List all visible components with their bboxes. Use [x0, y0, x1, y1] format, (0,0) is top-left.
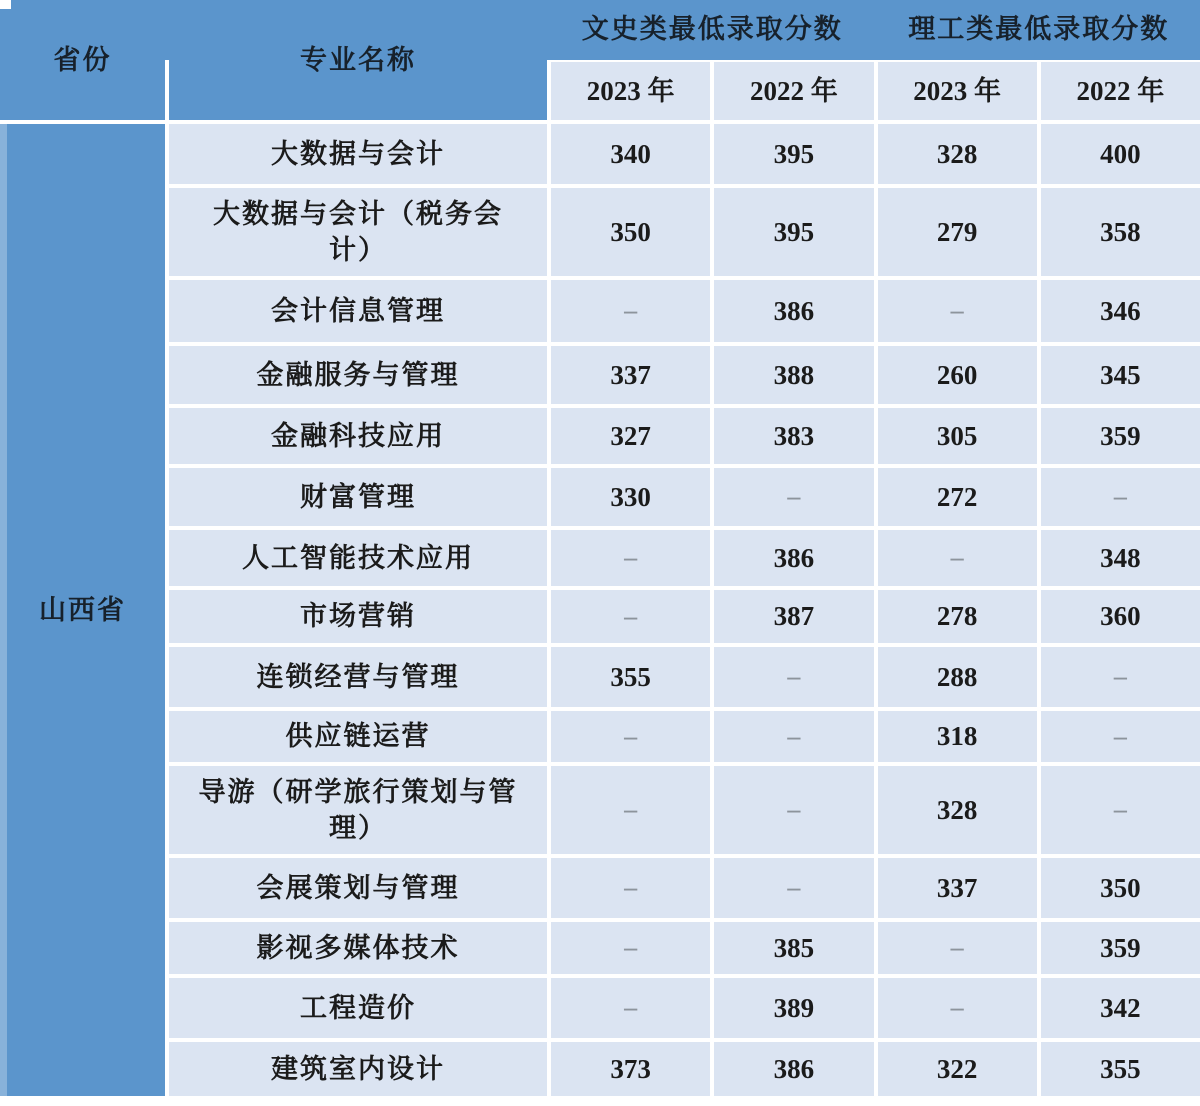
major-column-header: 专业名称: [169, 0, 547, 120]
score-cell: –: [551, 922, 710, 974]
score-cell: 337: [878, 858, 1037, 918]
score-cell: –: [551, 280, 710, 342]
group-header-liberal-arts-min-score: 文史类最低录取分数: [551, 0, 874, 58]
score-cell: –: [1041, 766, 1200, 854]
score-cell: –: [714, 647, 873, 707]
major-cell: 会计信息管理: [169, 280, 547, 342]
score-cell: 389: [714, 978, 873, 1038]
subheader-science-2022: 2022 年: [1041, 62, 1200, 120]
score-cell: 386: [714, 530, 873, 586]
subheader-science-2023: 2023 年: [878, 62, 1037, 120]
score-cell: 337: [551, 346, 710, 404]
major-cell: 影视多媒体技术: [169, 922, 547, 974]
score-cell: –: [878, 530, 1037, 586]
score-cell: –: [551, 978, 710, 1038]
score-cell: 327: [551, 408, 710, 464]
major-cell: 大数据与会计: [169, 124, 547, 184]
score-cell: –: [551, 590, 710, 643]
score-cell: 328: [878, 124, 1037, 184]
score-cell: –: [551, 530, 710, 586]
score-cell: 272: [878, 468, 1037, 526]
score-cell: 395: [714, 124, 873, 184]
score-cell: 388: [714, 346, 873, 404]
score-cell: –: [1041, 647, 1200, 707]
score-cell: 278: [878, 590, 1037, 643]
score-cell: 385: [714, 922, 873, 974]
score-cell: –: [551, 858, 710, 918]
score-cell: 383: [714, 408, 873, 464]
major-cell: 大数据与会计（税务会计）: [169, 188, 547, 276]
score-cell: –: [878, 978, 1037, 1038]
major-cell: 市场营销: [169, 590, 547, 643]
score-cell: 360: [1041, 590, 1200, 643]
score-cell: –: [1041, 711, 1200, 762]
score-cell: 359: [1041, 408, 1200, 464]
corner-notch: [0, 0, 11, 9]
score-cell: 330: [551, 468, 710, 526]
score-cell: 322: [878, 1042, 1037, 1096]
major-cell: 工程造价: [169, 978, 547, 1038]
score-cell: 395: [714, 188, 873, 276]
score-cell: –: [551, 711, 710, 762]
score-cell: 400: [1041, 124, 1200, 184]
score-cell: –: [714, 858, 873, 918]
score-cell: –: [878, 922, 1037, 974]
score-cell: 260: [878, 346, 1037, 404]
score-cell: 345: [1041, 346, 1200, 404]
score-cell: 355: [1041, 1042, 1200, 1096]
score-cell: 350: [1041, 858, 1200, 918]
major-cell: 供应链运营: [169, 711, 547, 762]
score-cell: 279: [878, 188, 1037, 276]
score-cell: 386: [714, 1042, 873, 1096]
score-cell: –: [714, 766, 873, 854]
score-cell: –: [714, 711, 873, 762]
score-cell: 346: [1041, 280, 1200, 342]
score-cell: 373: [551, 1042, 710, 1096]
score-cell: 358: [1041, 188, 1200, 276]
score-cell: 350: [551, 188, 710, 276]
score-cell: –: [714, 468, 873, 526]
score-cell: 288: [878, 647, 1037, 707]
subheader-liberal-arts-2022: 2022 年: [714, 62, 873, 120]
major-cell: 建筑室内设计: [169, 1042, 547, 1096]
major-cell: 财富管理: [169, 468, 547, 526]
major-cell: 会展策划与管理: [169, 858, 547, 918]
score-cell: 387: [714, 590, 873, 643]
score-cell: 355: [551, 647, 710, 707]
major-cell: 人工智能技术应用: [169, 530, 547, 586]
major-cell: 连锁经营与管理: [169, 647, 547, 707]
major-cell: 导游（研学旅行策划与管理）: [169, 766, 547, 854]
score-cell: –: [1041, 468, 1200, 526]
province-cell: 山西省: [0, 124, 165, 1096]
subheader-liberal-arts-2023: 2023 年: [551, 62, 710, 120]
score-cell: 305: [878, 408, 1037, 464]
score-cell: 340: [551, 124, 710, 184]
score-cell: 359: [1041, 922, 1200, 974]
major-cell: 金融科技应用: [169, 408, 547, 464]
group-header-science-min-score: 理工类最低录取分数: [878, 0, 1200, 58]
score-cell: 342: [1041, 978, 1200, 1038]
score-cell: –: [551, 766, 710, 854]
score-cell: 328: [878, 766, 1037, 854]
score-cell: 348: [1041, 530, 1200, 586]
province-column-header: 省份: [0, 0, 165, 120]
major-cell: 金融服务与管理: [169, 346, 547, 404]
score-cell: 318: [878, 711, 1037, 762]
score-cell: 386: [714, 280, 873, 342]
score-cell: –: [878, 280, 1037, 342]
